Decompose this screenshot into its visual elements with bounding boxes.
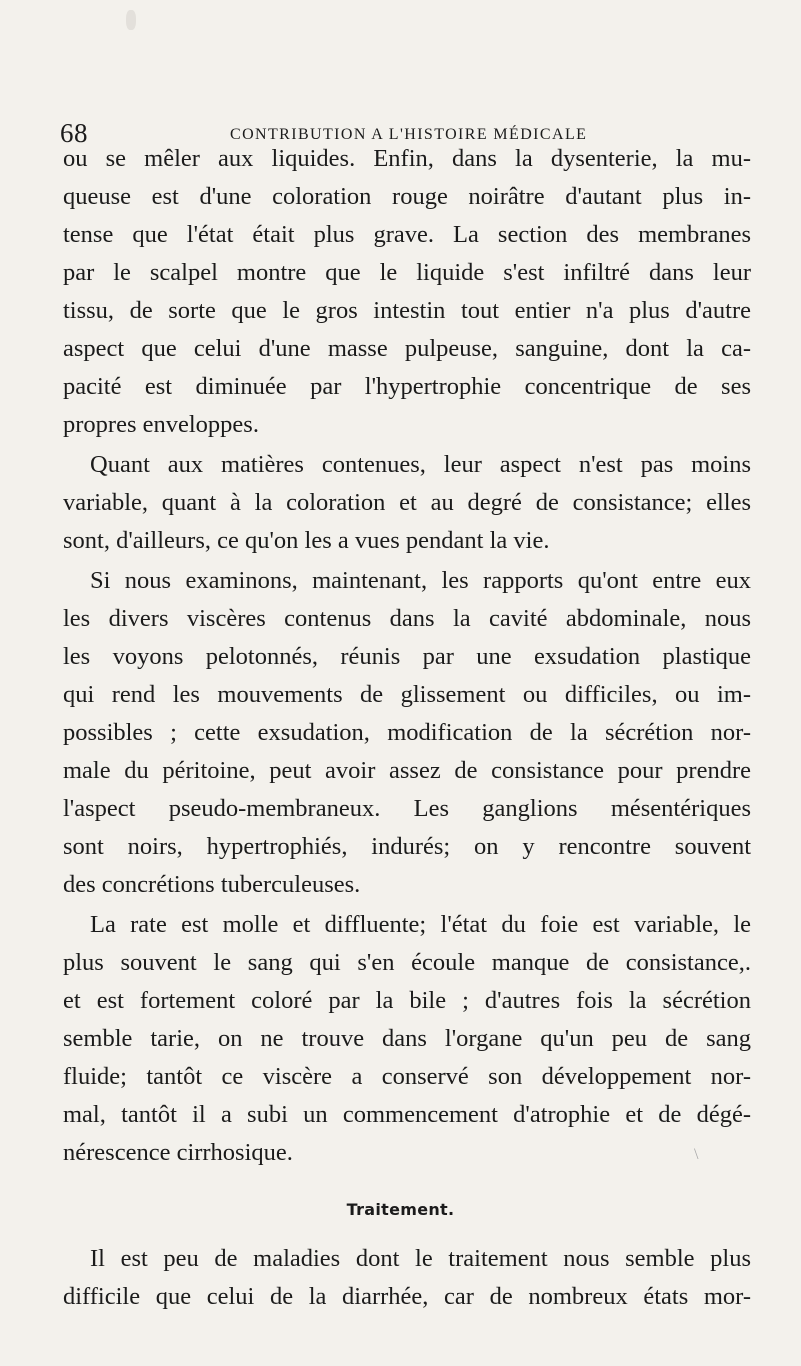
body-line: fluide; tantôt ce viscère a conservé son développement nor- [63,1063,751,1090]
body-line: tissu, de sorte que le gros intestin tout entier n'a plus d'autre [63,297,751,324]
body-line: pacité est diminuée par l'hypertrophie concentrique de ses [63,373,751,400]
body-line: plus souvent le sang qui s'en écoule manque de consistance,. [63,949,751,976]
body-line: qui rend les mouvements de glissement ou difficiles, ou im- [63,681,751,708]
body-line: mal, tantôt il a subi un commencement d'atrophie et de dégé- [63,1101,751,1128]
body-line: Il est peu de maladies dont le traitement nous semble plus [90,1245,751,1272]
body-line: possibles ; cette exsudation, modification de la sécrétion nor- [63,719,751,746]
body-line: queuse est d'une coloration rouge noirâtre d'autant plus in- [63,183,751,210]
body-line: difficile que celui de la diarrhée, car de nombreux états mor- [63,1283,751,1310]
body-line: Si nous examinons, maintenant, les rapports qu'ont entre eux [90,567,751,594]
body-line: Quant aux matières contenues, leur aspect n'est pas moins [90,451,751,478]
paper-blemish [126,10,136,30]
body-line: les divers viscères contenus dans la cavité abdominale, nous [63,605,751,632]
body-line: ou se mêler aux liquides. Enfin, dans la dysenterie, la mu- [63,145,751,172]
body-line: semble tarie, on ne trouve dans l'organe qu'un peu de sang [63,1025,751,1052]
body-line: La rate est molle et diffluente; l'état du foie est variable, le [90,911,751,938]
stray-mark: \ [694,1146,699,1163]
body-line: les voyons pelotonnés, réunis par une exsudation plastique [63,643,751,670]
body-line: nérescence cirrhosique. [63,1139,293,1166]
body-line: aspect que celui d'une masse pulpeuse, sanguine, dont la ca- [63,335,751,362]
body-line: sont noirs, hypertrophiés, indurés; on y rencontre souvent [63,833,751,860]
body-line: l'aspect pseudo-membraneux. Les ganglions mésentériques [63,795,751,822]
body-line: propres enveloppes. [63,411,259,438]
body-line: des concrétions tuberculeuses. [63,871,361,898]
running-head: CONTRIBUTION A L'HISTOIRE MÉDICALE [230,126,588,143]
body-line: sont, d'ailleurs, ce qu'on les a vues pendant la vie. [63,527,550,554]
body-line: tense que l'état était plus grave. La section des membranes [63,221,751,248]
page-number: 68 [60,118,88,148]
section-heading: Traitement. [346,1200,455,1219]
body-line: variable, quant à la coloration et au degré de consistance; elles [63,489,751,516]
body-line: et est fortement coloré par la bile ; d'autres fois la sécrétion [63,987,751,1014]
body-line: male du péritoine, peut avoir assez de consistance pour prendre [63,757,751,784]
body-line: par le scalpel montre que le liquide s'est infiltré dans leur [63,259,751,286]
